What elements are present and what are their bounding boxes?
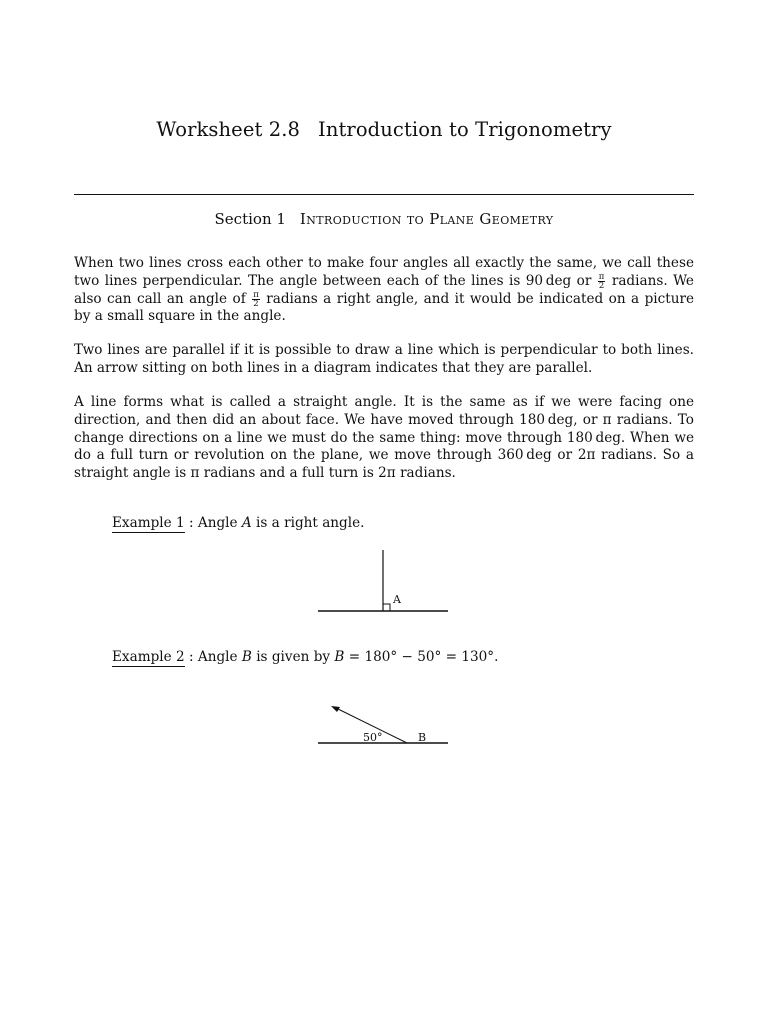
angle-label-50: 50° [363, 731, 383, 744]
fraction-pi-over-2: $\frac{\pi}{2}$ [253, 289, 259, 309]
paragraph-text: radians. We also can call an angle of [74, 272, 694, 307]
section-title: Introduction to Plane Geometry [299, 210, 554, 228]
point-label-a: A [393, 593, 401, 606]
paragraph-parallel: Two lines are parallel if it is possible to draw a line which is perpendicular to both lines. An arrow sitting on both lines in a diagram indicates that they are parallel. [74, 342, 694, 376]
point-label-b: B [418, 731, 427, 744]
paragraph-straight-angle: A line forms what is called a straight angle. It is the same as if we were facing one direction, and then did an about face. We have moved through 180 deg, or π radians. To change directions on a line we must do the same thing: move through 180 deg. When we do a full turn or revolution on the plane, we move through 360 deg or 2π radians. So a straight angle is π radians and a full turn is 2π radians. [74, 394, 694, 482]
right-angle-diagram [318, 550, 448, 611]
section-number: Section 1 [214, 210, 286, 228]
worksheet-number: Worksheet 2.8 [156, 118, 301, 141]
right-angle-marker [383, 604, 390, 611]
example-1-statement: Example 1 : Angle A is a right angle. [112, 515, 365, 531]
worksheet-topic: Introduction to Trigonometry [318, 118, 612, 141]
arrowhead-icon [331, 706, 340, 712]
example-2-statement: Example 2 : Angle B is given by B = 180° − 50° = 130°. [112, 649, 499, 665]
paragraph-text: When two lines cross each other to make four angles all exactly the same, we call these two lines perpendicular. The angle between each of the lines is 90 deg or [74, 255, 694, 289]
example-2-label: Example 2 [112, 649, 185, 665]
fraction-pi-over-2: $\frac{\pi}{2}$ [598, 271, 605, 291]
angle-b-diagram [318, 706, 448, 744]
example-1-label: Example 1 [112, 515, 185, 531]
paragraph-text: radians a right angle, and it would be indicated on a picture by a small square in the angle. [74, 290, 695, 325]
